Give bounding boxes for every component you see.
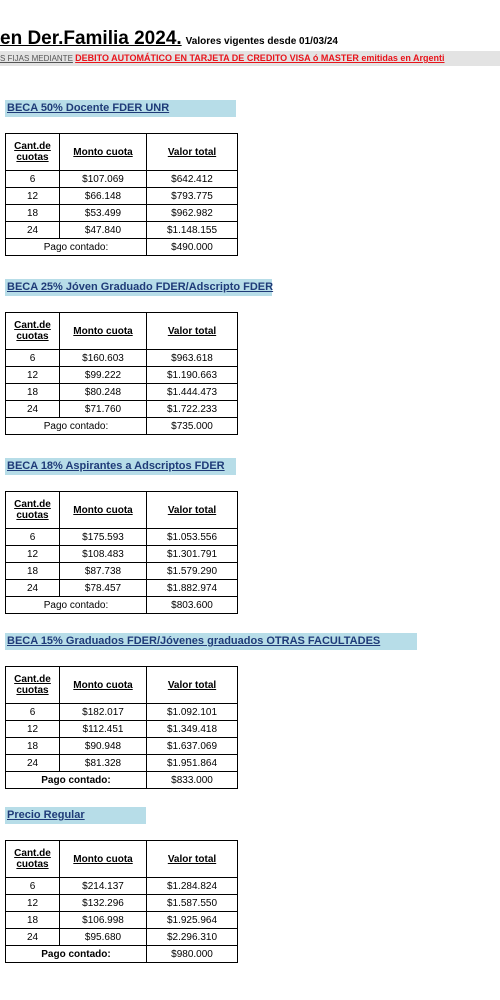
table-row bbox=[6, 755, 238, 772]
cell-total: $963.618 bbox=[147, 350, 238, 367]
col-header-monto: Monto cuota bbox=[60, 667, 147, 704]
contado-row bbox=[6, 418, 238, 435]
page-subtitle: Valores vigentes desde 01/03/24 bbox=[185, 36, 338, 47]
cell-monto: $87.738 bbox=[60, 563, 147, 580]
table-row bbox=[6, 704, 238, 721]
contado-row bbox=[6, 946, 238, 963]
cell-monto: $182.017 bbox=[60, 704, 147, 721]
fees-table bbox=[5, 312, 238, 435]
cell-total: $1.925.964 bbox=[147, 912, 238, 929]
cell-total: $1.951.864 bbox=[147, 755, 238, 772]
cell-monto: $81.328 bbox=[60, 755, 147, 772]
cell-monto: $112.451 bbox=[60, 721, 147, 738]
cell-cuotas: 12 bbox=[6, 367, 60, 384]
cell-monto: $95.680 bbox=[60, 929, 147, 946]
cell-cuotas: 24 bbox=[6, 580, 60, 597]
cell-total: $962.982 bbox=[147, 205, 238, 222]
cell-cuotas: 12 bbox=[6, 721, 60, 738]
section-title: BECA 18% Aspirantes a Adscriptos FDER bbox=[5, 458, 236, 475]
col-header-total: Valor total bbox=[147, 841, 238, 878]
table-header-row bbox=[6, 134, 238, 171]
contado-label: Pago contado: bbox=[6, 239, 147, 256]
section-beca-50 bbox=[5, 100, 238, 256]
table-row bbox=[6, 188, 238, 205]
section-precio-regular bbox=[5, 807, 238, 963]
section-title: BECA 50% Docente FDER UNR bbox=[5, 100, 236, 117]
col-header-cuotas: Cant.de cuotas bbox=[6, 841, 60, 878]
cell-monto: $66.148 bbox=[60, 188, 147, 205]
cell-monto: $107.069 bbox=[60, 171, 147, 188]
fees-table bbox=[5, 840, 238, 963]
cell-total: $1.190.663 bbox=[147, 367, 238, 384]
cell-total: $793.775 bbox=[147, 188, 238, 205]
cell-total: $642.412 bbox=[147, 171, 238, 188]
table-row bbox=[6, 384, 238, 401]
contado-value: $490.000 bbox=[147, 239, 238, 256]
section-beca-15 bbox=[5, 633, 417, 789]
table-row bbox=[6, 350, 238, 367]
table-row bbox=[6, 563, 238, 580]
fees-table bbox=[5, 491, 238, 614]
cell-cuotas: 18 bbox=[6, 738, 60, 755]
contado-label: Pago contado: bbox=[6, 418, 147, 435]
cell-total: $1.092.101 bbox=[147, 704, 238, 721]
cell-total: $1.637.069 bbox=[147, 738, 238, 755]
table-row bbox=[6, 171, 238, 188]
table-row bbox=[6, 367, 238, 384]
contado-label: Pago contado: bbox=[6, 597, 147, 614]
col-header-cuotas: Cant.de cuotas bbox=[6, 313, 60, 350]
col-header-monto: Monto cuota bbox=[60, 841, 147, 878]
cell-monto: $71.760 bbox=[60, 401, 147, 418]
table-header-row bbox=[6, 667, 238, 704]
cell-total: $1.882.974 bbox=[147, 580, 238, 597]
cell-cuotas: 6 bbox=[6, 171, 60, 188]
cell-total: $1.053.556 bbox=[147, 529, 238, 546]
col-header-cuotas: Cant.de cuotas bbox=[6, 134, 60, 171]
cell-monto: $78.457 bbox=[60, 580, 147, 597]
cell-monto: $90.948 bbox=[60, 738, 147, 755]
cell-monto: $106.998 bbox=[60, 912, 147, 929]
notice-prefix: S FIJAS MEDIANTE bbox=[0, 54, 73, 63]
cell-cuotas: 6 bbox=[6, 704, 60, 721]
cell-cuotas: 12 bbox=[6, 895, 60, 912]
cell-monto: $80.248 bbox=[60, 384, 147, 401]
table-row bbox=[6, 205, 238, 222]
col-header-monto: Monto cuota bbox=[60, 492, 147, 529]
cell-total: $1.349.418 bbox=[147, 721, 238, 738]
col-header-total: Valor total bbox=[147, 313, 238, 350]
cell-monto: $47.840 bbox=[60, 222, 147, 239]
col-header-cuotas: Cant.de cuotas bbox=[6, 667, 60, 704]
table-header-row bbox=[6, 841, 238, 878]
contado-row bbox=[6, 772, 238, 789]
table-row bbox=[6, 546, 238, 563]
contado-row bbox=[6, 597, 238, 614]
fees-table bbox=[5, 666, 238, 789]
cell-total: $1.148.155 bbox=[147, 222, 238, 239]
table-row bbox=[6, 529, 238, 546]
cell-monto: $99.222 bbox=[60, 367, 147, 384]
cell-cuotas: 24 bbox=[6, 755, 60, 772]
cell-total: $1.284.824 bbox=[147, 878, 238, 895]
section-title: BECA 25% Jóven Graduado FDER/Adscripto FDER bbox=[5, 279, 272, 296]
cell-total: $1.722.233 bbox=[147, 401, 238, 418]
table-row bbox=[6, 929, 238, 946]
cell-total: $1.301.791 bbox=[147, 546, 238, 563]
cell-cuotas: 12 bbox=[6, 188, 60, 205]
cell-cuotas: 18 bbox=[6, 563, 60, 580]
notice-highlight: DEBITO AUTOMÁTICO EN TARJETA DE CREDITO VISA ó MASTER emitidas en Argenti bbox=[75, 53, 445, 63]
col-header-cuotas: Cant.de cuotas bbox=[6, 492, 60, 529]
section-title: Precio Regular bbox=[5, 807, 146, 824]
cell-cuotas: 18 bbox=[6, 912, 60, 929]
col-header-monto: Monto cuota bbox=[60, 134, 147, 171]
col-header-total: Valor total bbox=[147, 134, 238, 171]
table-row bbox=[6, 738, 238, 755]
cell-total: $2.296.310 bbox=[147, 929, 238, 946]
cell-monto: $132.296 bbox=[60, 895, 147, 912]
cell-cuotas: 12 bbox=[6, 546, 60, 563]
table-row bbox=[6, 222, 238, 239]
cell-cuotas: 6 bbox=[6, 350, 60, 367]
cell-monto: $53.499 bbox=[60, 205, 147, 222]
table-row bbox=[6, 895, 238, 912]
cell-total: $1.587.550 bbox=[147, 895, 238, 912]
contado-value: $735.000 bbox=[147, 418, 238, 435]
table-header-row bbox=[6, 492, 238, 529]
contado-row bbox=[6, 239, 238, 256]
col-header-total: Valor total bbox=[147, 667, 238, 704]
cell-total: $1.579.290 bbox=[147, 563, 238, 580]
cell-cuotas: 24 bbox=[6, 929, 60, 946]
cell-cuotas: 18 bbox=[6, 205, 60, 222]
payment-notice bbox=[0, 51, 500, 66]
table-row bbox=[6, 912, 238, 929]
col-header-monto: Monto cuota bbox=[60, 313, 147, 350]
table-row bbox=[6, 580, 238, 597]
page-title: en Der.Familia 2024. bbox=[0, 28, 182, 49]
cell-cuotas: 6 bbox=[6, 878, 60, 895]
cell-monto: $175.593 bbox=[60, 529, 147, 546]
section-title: BECA 15% Graduados FDER/Jóvenes graduados OTRAS FACULTADES bbox=[5, 633, 417, 650]
section-beca-18 bbox=[5, 458, 238, 614]
contado-value: $833.000 bbox=[147, 772, 238, 789]
table-header-row bbox=[6, 313, 238, 350]
cell-monto: $214.137 bbox=[60, 878, 147, 895]
page-title-line bbox=[0, 28, 338, 50]
section-beca-25 bbox=[5, 279, 272, 435]
col-header-total: Valor total bbox=[147, 492, 238, 529]
contado-label: Pago contado: bbox=[6, 946, 147, 963]
cell-cuotas: 6 bbox=[6, 529, 60, 546]
cell-cuotas: 24 bbox=[6, 401, 60, 418]
table-row bbox=[6, 721, 238, 738]
contado-value: $803.600 bbox=[147, 597, 238, 614]
contado-value: $980.000 bbox=[147, 946, 238, 963]
cell-monto: $160.603 bbox=[60, 350, 147, 367]
fees-table bbox=[5, 133, 238, 256]
cell-cuotas: 24 bbox=[6, 222, 60, 239]
cell-monto: $108.483 bbox=[60, 546, 147, 563]
contado-label: Pago contado: bbox=[6, 772, 147, 789]
cell-cuotas: 18 bbox=[6, 384, 60, 401]
table-row bbox=[6, 401, 238, 418]
table-row bbox=[6, 878, 238, 895]
cell-total: $1.444.473 bbox=[147, 384, 238, 401]
